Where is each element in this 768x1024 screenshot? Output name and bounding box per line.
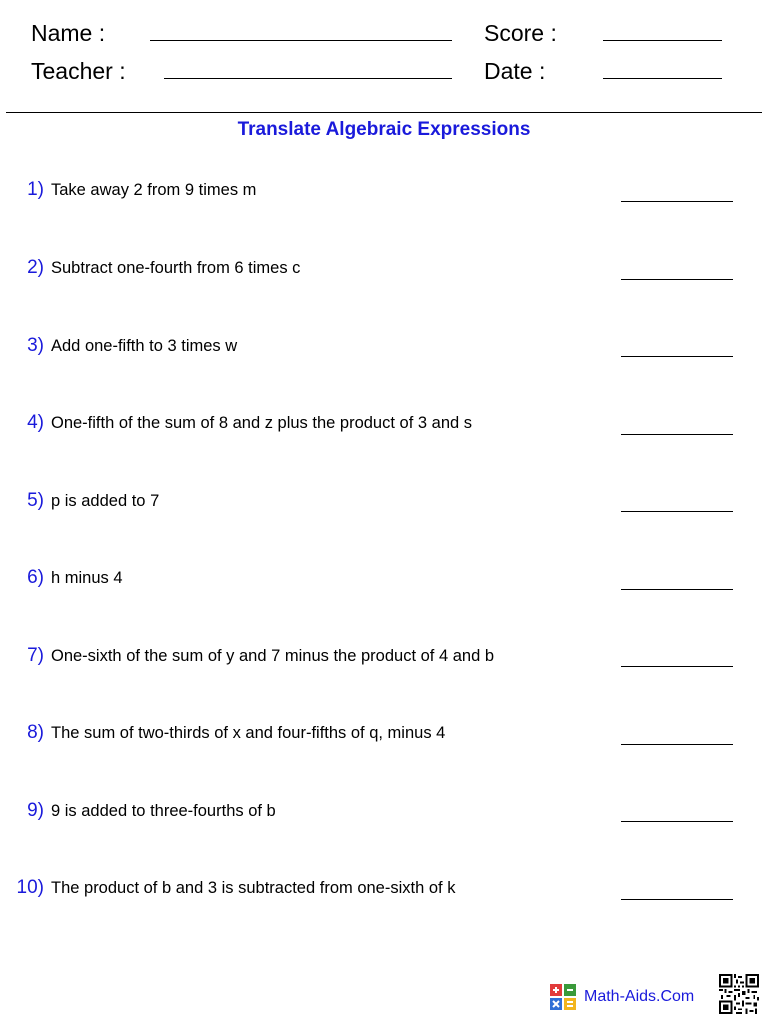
- date-answer-line[interactable]: [603, 78, 722, 79]
- question-text: Take away 2 from 9 times m: [51, 181, 257, 199]
- date-label: Date :: [484, 58, 546, 84]
- question-number: 5): [27, 490, 44, 511]
- question-text: One-fifth of the sum of 8 and z plus the product of 3 and s: [51, 414, 472, 432]
- question-number: 3): [27, 335, 44, 356]
- question-number: 7): [27, 645, 44, 666]
- question-number: 4): [27, 412, 44, 433]
- question-number: 9): [27, 800, 44, 821]
- question-text: h minus 4: [51, 569, 123, 587]
- question-text: Subtract one-fourth from 6 times c: [51, 259, 301, 277]
- name-label: Name :: [31, 20, 106, 46]
- qr-code-icon: [719, 974, 759, 1014]
- teacher-label: Teacher :: [31, 58, 126, 84]
- question-number: 1): [27, 179, 44, 200]
- score-label: Score :: [484, 20, 557, 46]
- question-number: 8): [27, 722, 44, 743]
- calculator-icon: [550, 984, 576, 1010]
- math-aids-link[interactable]: Math-Aids.Com: [584, 988, 695, 1005]
- answer-line[interactable]: [621, 434, 733, 435]
- answer-line[interactable]: [621, 279, 733, 280]
- question-number: 10): [16, 877, 44, 898]
- question-text: One-sixth of the sum of y and 7 minus the product of 4 and b: [51, 647, 495, 665]
- question-text: The sum of two-thirds of x and four-fifths of q, minus 4: [51, 724, 446, 742]
- worksheet-title: Translate Algebraic Expressions: [237, 119, 531, 140]
- question-text: The product of b and 3 is subtracted from one-sixth of k: [51, 879, 456, 897]
- answer-line[interactable]: [621, 589, 733, 590]
- answer-line[interactable]: [621, 744, 733, 745]
- score-answer-line[interactable]: [603, 40, 722, 41]
- name-answer-line[interactable]: [150, 40, 452, 41]
- answer-line[interactable]: [621, 666, 733, 667]
- question-text: p is added to 7: [51, 492, 160, 510]
- question-text: Add one-fifth to 3 times w: [51, 337, 238, 355]
- question-text: 9 is added to three-fourths of b: [51, 802, 276, 820]
- answer-line[interactable]: [621, 821, 733, 822]
- answer-line[interactable]: [621, 899, 733, 900]
- answer-line[interactable]: [621, 356, 733, 357]
- answer-line[interactable]: [621, 511, 733, 512]
- answer-line[interactable]: [621, 201, 733, 202]
- question-number: 2): [27, 257, 44, 278]
- teacher-answer-line[interactable]: [164, 78, 452, 79]
- question-number: 6): [27, 567, 44, 588]
- header-divider: [6, 112, 762, 113]
